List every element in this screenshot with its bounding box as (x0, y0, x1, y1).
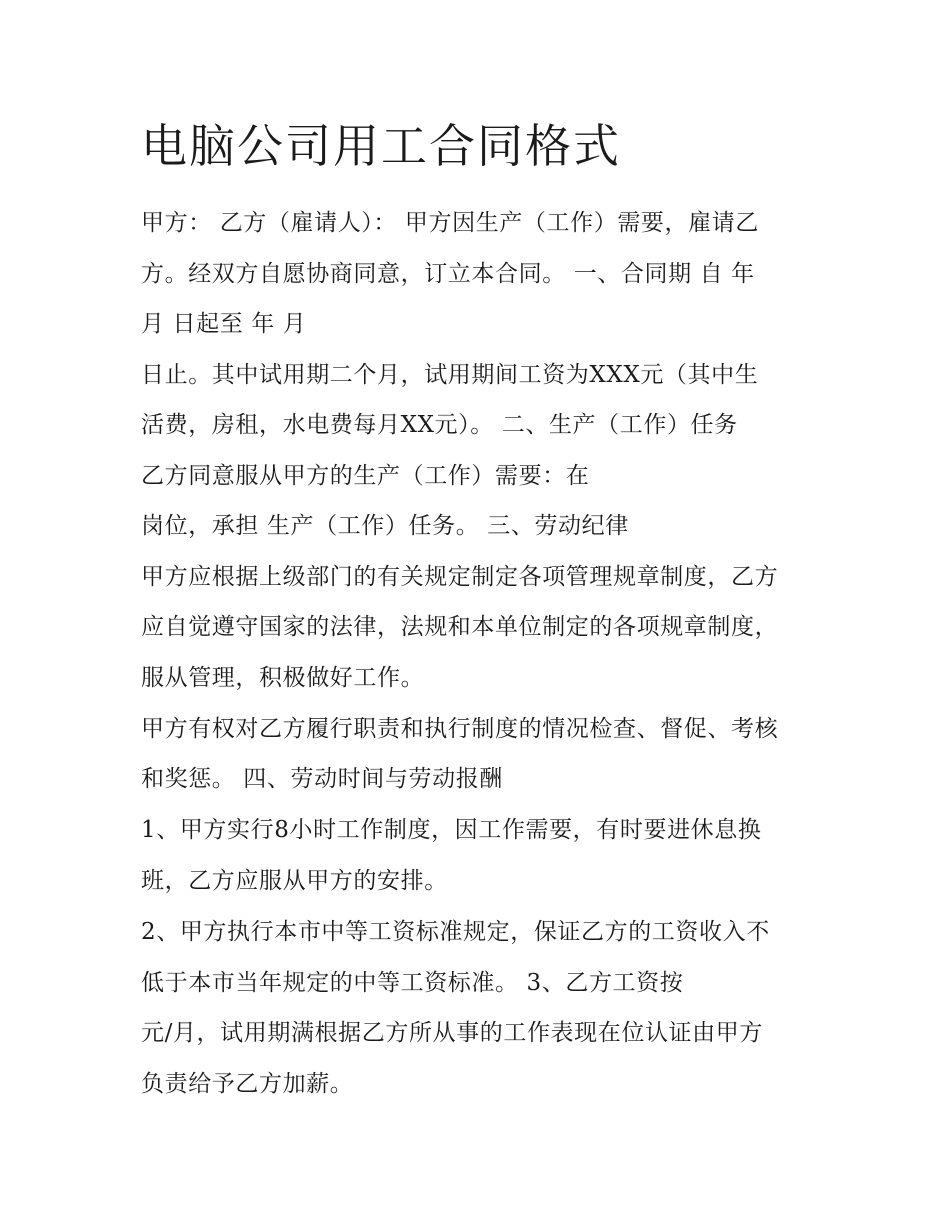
body-line: 1、甲方实行8小时工作制度，因工作需要，有时要进休息换 (141, 817, 762, 843)
body-line: 甲方有权对乙方履行职责和执行制度的情况检查、督促、考核 (141, 716, 779, 742)
body-line: 月 日起至 年 月 (141, 311, 307, 337)
body-line: 甲方应根据上级部门的有关规定制定各项管理规章制度，乙方 (141, 564, 779, 590)
body-line: 服从管理，积极做好工作。 (141, 665, 425, 691)
body-line: 日止。其中试用期二个月，试用期间工资为XXX元（其中生 (141, 362, 759, 388)
body-line: 活费，房租，水电费每月XX元）。 二、生产（工作）任务 (141, 412, 738, 438)
body-line: 应自觉遵守国家的法律，法规和本单位制定的各项规章制度， (141, 614, 779, 640)
body-line: 甲方： 乙方（雇请人）： 甲方因生产（工作）需要，雇请乙 (141, 210, 759, 236)
body-line: 岗位，承担 生产（工作）任务。 三、劳动纪律 (141, 513, 629, 539)
document-title: 电脑公司用工合同格式 (141, 119, 621, 173)
body-line: 乙方同意服从甲方的生产（工作）需要：在 (141, 463, 590, 489)
body-line: 方。经双方自愿协商同意，订立本合同。 一、合同期 自 年 (141, 261, 755, 287)
body-line: 班，乙方应服从甲方的安排。 (141, 868, 448, 894)
body-line: 低于本市当年规定的中等工资标准。 3、乙方工资按 (141, 970, 684, 996)
body-line: 2、甲方执行本市中等工资标准规定，保证乙方的工资收入不 (141, 919, 770, 945)
body-line: 和奖惩。 四、劳动时间与劳动报酬 (141, 766, 503, 792)
body-line: 负责给予乙方加薪。 (141, 1071, 354, 1097)
body-line: 元/月，试用期满根据乙方所从事的工作表现在位认证由甲方 (141, 1020, 763, 1046)
